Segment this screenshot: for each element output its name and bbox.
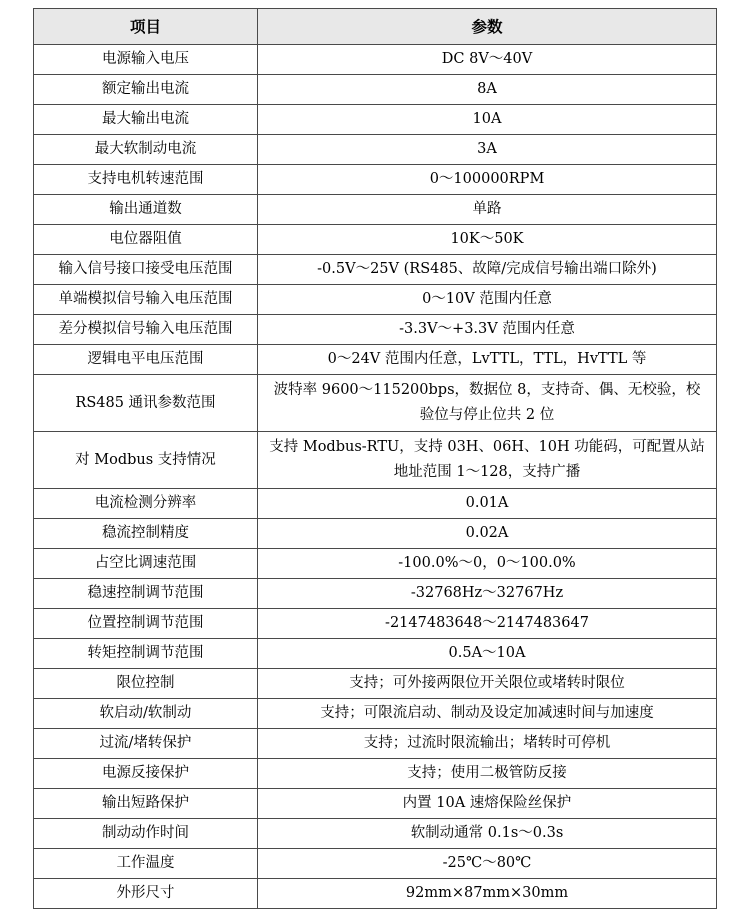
spec-param-cell: 支持 Modbus-RTU，支持 03H、06H、10H 功能码，可配置从站地址范围 1～128，支持广播: [258, 432, 717, 489]
spec-param-cell: -100.0%～0，0～100.0%: [258, 549, 717, 579]
spec-item-cell: 额定输出电流: [34, 75, 258, 105]
table-row: [34, 135, 717, 165]
table-row: [34, 759, 717, 789]
spec-param-cell: 0.02A: [258, 519, 717, 549]
spec-item-cell: 电源反接保护: [34, 759, 258, 789]
spec-param-cell: 8A: [258, 75, 717, 105]
spec-item-cell: 电源输入电压: [34, 45, 258, 75]
table-row: [34, 255, 717, 285]
spec-item-cell: 单端模拟信号输入电压范围: [34, 285, 258, 315]
table-row: [34, 375, 717, 432]
spec-item-cell: 转矩控制调节范围: [34, 639, 258, 669]
spec-item-cell: 最大输出电流: [34, 105, 258, 135]
spec-param-cell: 波特率 9600～115200bps，数据位 8，支持奇、偶、无校验，校验位与停止位共 2 位: [258, 375, 717, 432]
table-row: [34, 489, 717, 519]
spec-param-cell: 支持；过流时限流输出；堵转时可停机: [258, 729, 717, 759]
table-row: [34, 315, 717, 345]
spec-param-cell: 0～100000RPM: [258, 165, 717, 195]
spec-param-cell: -25℃～80℃: [258, 849, 717, 879]
column-header-item: 项目: [34, 9, 258, 45]
spec-param-cell: -0.5V～25V (RS485、故障/完成信号输出端口除外): [258, 255, 717, 285]
table-row: [34, 609, 717, 639]
spec-param-cell: 支持；可外接两限位开关限位或堵转时限位: [258, 669, 717, 699]
spec-param-cell: -32768Hz～32767Hz: [258, 579, 717, 609]
table-row: [34, 75, 717, 105]
spec-item-cell: 工作温度: [34, 849, 258, 879]
spec-param-cell: 内置 10A 速熔保险丝保护: [258, 789, 717, 819]
table-row: [34, 165, 717, 195]
spec-param-cell: 支持；可限流启动、制动及设定加减速时间与加速度: [258, 699, 717, 729]
spec-item-cell: 电流检测分辨率: [34, 489, 258, 519]
table-row: [34, 699, 717, 729]
spec-item-cell: 对 Modbus 支持情况: [34, 432, 258, 489]
table-row: [34, 225, 717, 255]
spec-item-cell: 输出短路保护: [34, 789, 258, 819]
spec-param-cell: 软制动通常 0.1s～0.3s: [258, 819, 717, 849]
table-row: [34, 432, 717, 489]
spec-item-cell: 差分模拟信号输入电压范围: [34, 315, 258, 345]
spec-item-cell: 制动动作时间: [34, 819, 258, 849]
spec-item-cell: 稳流控制精度: [34, 519, 258, 549]
spec-param-cell: 10A: [258, 105, 717, 135]
spec-item-cell: 输入信号接口接受电压范围: [34, 255, 258, 285]
table-row: [34, 639, 717, 669]
spec-param-cell: 0.01A: [258, 489, 717, 519]
spec-param-cell: 0.5A～10A: [258, 639, 717, 669]
spec-param-cell: 3A: [258, 135, 717, 165]
spec-item-cell: RS485 通讯参数范围: [34, 375, 258, 432]
table-row: [34, 519, 717, 549]
spec-param-cell: 支持；使用二极管防反接: [258, 759, 717, 789]
spec-item-cell: 占空比调速范围: [34, 549, 258, 579]
table-row: [34, 549, 717, 579]
spec-param-cell: -2147483648～2147483647: [258, 609, 717, 639]
table-row: [34, 285, 717, 315]
table-row: [34, 45, 717, 75]
table-row: [34, 789, 717, 819]
spec-item-cell: 输出通道数: [34, 195, 258, 225]
spec-param-cell: 单路: [258, 195, 717, 225]
spec-item-cell: 稳速控制调节范围: [34, 579, 258, 609]
spec-item-cell: 外形尺寸: [34, 879, 258, 909]
spec-item-cell: 限位控制: [34, 669, 258, 699]
spec-item-cell: 软启动/软制动: [34, 699, 258, 729]
spec-item-cell: 位置控制调节范围: [34, 609, 258, 639]
table-row: [34, 879, 717, 909]
table-row: [34, 195, 717, 225]
table-row: [34, 345, 717, 375]
column-header-param: 参数: [258, 9, 717, 45]
spec-param-cell: 0～24V 范围内任意，LvTTL，TTL，HvTTL 等: [258, 345, 717, 375]
spec-item-cell: 最大软制动电流: [34, 135, 258, 165]
spec-item-cell: 支持电机转速范围: [34, 165, 258, 195]
spec-param-cell: DC 8V～40V: [258, 45, 717, 75]
header-row: [34, 9, 717, 45]
spec-table: [33, 8, 717, 909]
table-row: [34, 579, 717, 609]
spec-item-cell: 逻辑电平电压范围: [34, 345, 258, 375]
spec-item-cell: 电位器阻值: [34, 225, 258, 255]
spec-param-cell: -3.3V～+3.3V 范围内任意: [258, 315, 717, 345]
table-row: [34, 849, 717, 879]
table-row: [34, 729, 717, 759]
table-row: [34, 105, 717, 135]
spec-item-cell: 过流/堵转保护: [34, 729, 258, 759]
spec-param-cell: 10K～50K: [258, 225, 717, 255]
spec-param-cell: 0～10V 范围内任意: [258, 285, 717, 315]
table-row: [34, 819, 717, 849]
table-row: [34, 669, 717, 699]
spec-param-cell: 92mm×87mm×30mm: [258, 879, 717, 909]
